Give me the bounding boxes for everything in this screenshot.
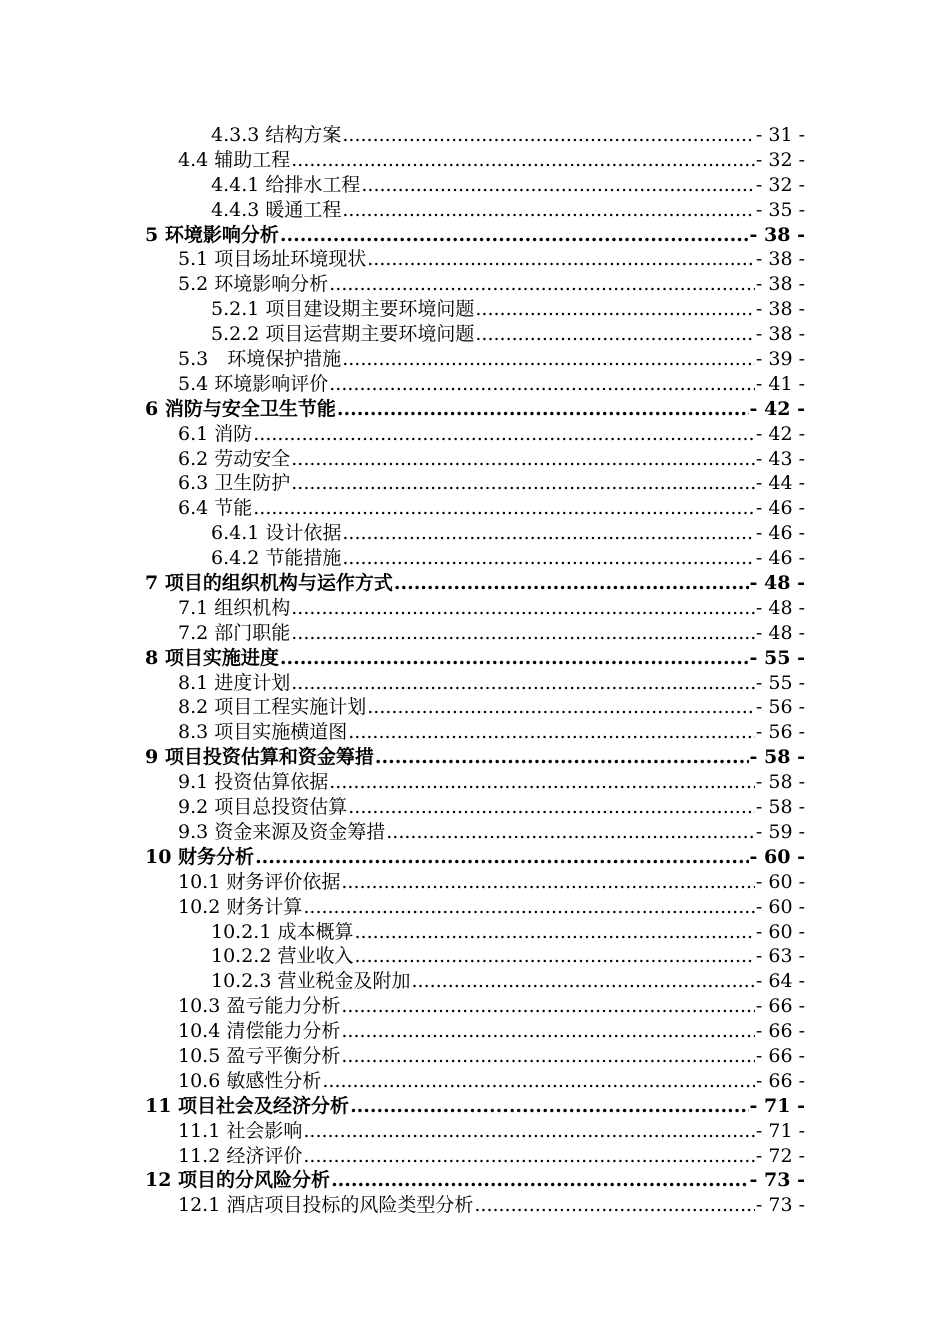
- toc-entry-page-number: - 31 -: [755, 124, 805, 146]
- toc-dot-leader: [337, 397, 749, 422]
- toc-dot-leader: [341, 1044, 755, 1069]
- toc-dot-leader: [331, 1168, 748, 1193]
- toc-dot-leader: [291, 671, 755, 696]
- toc-entry-title: 7.1 组织机构: [178, 596, 291, 619]
- toc-entry-page-number: - 56 -: [755, 721, 805, 744]
- toc-entry[interactable]: [145, 994, 805, 1019]
- toc-entry-title: 8.3 项目实施横道图: [178, 721, 348, 744]
- toc-entry[interactable]: [145, 1044, 805, 1069]
- toc-entry-title: 10.2.2 营业收入: [211, 945, 354, 968]
- toc-entry-page-number: - 38 -: [755, 248, 805, 271]
- toc-dot-leader: [291, 148, 755, 173]
- toc-dot-leader: [342, 123, 755, 148]
- toc-entry-title: 4.4 辅助工程: [178, 148, 291, 171]
- toc-entry-title: 5.3 环境保护措施: [178, 348, 342, 371]
- toc-dot-leader: [342, 347, 755, 372]
- toc-entry[interactable]: [145, 820, 805, 845]
- toc-entry-page-number: - 59 -: [755, 820, 805, 843]
- toc-entry-page-number: - 38 -: [755, 273, 805, 296]
- toc-entry-title: 5.2.1 项目建设期主要环境问题: [211, 298, 475, 321]
- toc-entry-page-number: - 38 -: [755, 323, 805, 346]
- toc-dot-leader: [291, 471, 755, 496]
- toc-entry-page-number: - 66 -: [755, 995, 805, 1018]
- toc-entry-page-number: - 60 -: [755, 920, 805, 943]
- toc-entry[interactable]: [145, 870, 805, 895]
- toc-entry-title: 10.2.3 营业税金及附加: [211, 970, 411, 993]
- toc-entry[interactable]: [145, 695, 805, 720]
- toc-entry-title: 9.2 项目总投资估算: [178, 796, 348, 819]
- toc-dot-leader: [342, 546, 755, 571]
- toc-entry[interactable]: [145, 621, 805, 646]
- toc-entry-page-number: - 63 -: [755, 945, 805, 968]
- toc-entry-title: 5.2 环境影响分析: [178, 273, 329, 296]
- toc-entry-title: 5.4 环境影响评价: [178, 372, 329, 395]
- toc-entry[interactable]: [145, 347, 805, 372]
- toc-entry[interactable]: [145, 223, 805, 248]
- toc-entry-page-number: - 46 -: [755, 547, 805, 570]
- toc-dot-leader: [342, 198, 755, 223]
- toc-entry-page-number: - 42 -: [755, 422, 805, 445]
- toc-entry-title: 4.4.1 给排水工程: [211, 173, 361, 196]
- toc-entry[interactable]: [145, 148, 805, 173]
- toc-entry-page-number: - 48 -: [755, 621, 805, 644]
- toc-dot-leader: [375, 745, 749, 770]
- toc-entry-title: 11.2 经济评价: [178, 1144, 303, 1167]
- toc-entry-page-number: - 41 -: [755, 372, 805, 395]
- toc-dot-leader: [291, 447, 755, 472]
- toc-dot-leader: [253, 422, 755, 447]
- toc-dot-leader: [475, 322, 755, 347]
- toc-entry[interactable]: [145, 521, 805, 546]
- toc-dot-leader: [329, 770, 755, 795]
- toc-entry[interactable]: [145, 1119, 805, 1144]
- toc-dot-leader: [255, 845, 748, 870]
- toc-entry-page-number: - 39 -: [755, 348, 805, 371]
- toc-entry-page-number: - 55 -: [755, 671, 805, 694]
- toc-entry[interactable]: [145, 720, 805, 745]
- toc-entry-title: 8 项目实施进度: [145, 646, 279, 669]
- toc-entry[interactable]: [145, 372, 805, 397]
- toc-entry[interactable]: [145, 944, 805, 969]
- toc-entry-title: 10.4 清偿能力分析: [178, 1020, 341, 1043]
- toc-entry-page-number: - 43 -: [755, 447, 805, 470]
- toc-entry[interactable]: [145, 322, 805, 347]
- toc-entry-page-number: - 66 -: [755, 1044, 805, 1067]
- toc-dot-leader: [303, 1144, 755, 1169]
- toc-entry-title: 6 消防与安全卫生节能: [145, 397, 336, 420]
- toc-entry[interactable]: [145, 546, 805, 571]
- toc-entry-title: 10.5 盈亏平衡分析: [178, 1044, 341, 1067]
- toc-entry-title: 6.3 卫生防护: [178, 472, 291, 495]
- toc-entry-page-number: - 60 -: [755, 895, 805, 918]
- toc-entry[interactable]: [145, 123, 805, 148]
- toc-entry-page-number: - 48 -: [755, 596, 805, 619]
- toc-entry-title: 12 项目的分风险分析: [145, 1169, 331, 1192]
- toc-dot-leader: [342, 521, 755, 546]
- toc-entry[interactable]: [145, 1168, 805, 1193]
- toc-entry-title: 5 环境影响分析: [145, 223, 279, 246]
- toc-entry[interactable]: [145, 297, 805, 322]
- toc-entry-page-number: - 46 -: [755, 522, 805, 545]
- toc-dot-leader: [322, 1069, 755, 1094]
- toc-dot-leader: [253, 496, 755, 521]
- toc-entry-title: 10.1 财务评价依据: [178, 870, 341, 893]
- toc-entry[interactable]: [145, 447, 805, 472]
- toc-entry-page-number: - 38 -: [755, 298, 805, 321]
- toc-entry-page-number: - 48 -: [749, 572, 805, 595]
- toc-dot-leader: [361, 173, 755, 198]
- toc-entry-title: 8.2 项目工程实施计划: [178, 696, 367, 719]
- toc-entry-title: 11.1 社会影响: [178, 1119, 303, 1142]
- toc-entry-page-number: - 58 -: [755, 771, 805, 794]
- toc-entry-title: 10.3 盈亏能力分析: [178, 995, 341, 1018]
- toc-entry[interactable]: [145, 471, 805, 496]
- toc-entry-page-number: - 56 -: [755, 696, 805, 719]
- toc-dot-leader: [474, 1193, 755, 1218]
- table-of-contents: [145, 123, 805, 1218]
- toc-entry-title: 9.1 投资估算依据: [178, 771, 329, 794]
- toc-dot-leader: [394, 571, 749, 596]
- toc-entry-page-number: - 32 -: [755, 148, 805, 171]
- toc-entry[interactable]: [145, 745, 805, 770]
- toc-entry[interactable]: [145, 1193, 805, 1218]
- toc-dot-leader: [280, 223, 749, 248]
- toc-entry-title: 9 项目投资估算和资金筹措: [145, 746, 374, 769]
- toc-dot-leader: [350, 1094, 748, 1119]
- toc-entry[interactable]: [145, 920, 805, 945]
- toc-entry-page-number: - 66 -: [755, 1069, 805, 1092]
- toc-dot-leader: [411, 969, 754, 994]
- toc-entry-page-number: - 71 -: [749, 1094, 805, 1117]
- toc-entry-title: 10.2.1 成本概算: [211, 920, 354, 943]
- toc-dot-leader: [291, 621, 755, 646]
- toc-entry[interactable]: [145, 671, 805, 696]
- toc-entry-title: 4.4.3 暖通工程: [211, 198, 342, 221]
- toc-entry-title: 8.1 进度计划: [178, 671, 291, 694]
- toc-dot-leader: [329, 372, 755, 397]
- toc-entry-title: 6.4.2 节能措施: [211, 547, 342, 570]
- toc-dot-leader: [348, 795, 755, 820]
- toc-entry[interactable]: [145, 272, 805, 297]
- toc-dot-leader: [386, 820, 755, 845]
- toc-entry[interactable]: [145, 496, 805, 521]
- toc-dot-leader: [291, 596, 755, 621]
- toc-entry-title: 10 财务分析: [145, 845, 255, 868]
- toc-dot-leader: [475, 297, 755, 322]
- toc-entry[interactable]: [145, 770, 805, 795]
- toc-dot-leader: [341, 1019, 755, 1044]
- toc-entry-title: 10.2 财务计算: [178, 895, 303, 918]
- toc-entry[interactable]: [145, 1069, 805, 1094]
- toc-entry[interactable]: [145, 173, 805, 198]
- toc-entry-page-number: - 35 -: [755, 198, 805, 221]
- toc-entry-title: 11 项目社会及经济分析: [145, 1094, 350, 1117]
- toc-entry-page-number: - 46 -: [755, 497, 805, 520]
- toc-entry[interactable]: [145, 571, 805, 596]
- toc-entry[interactable]: [145, 969, 805, 994]
- toc-entry-page-number: - 60 -: [749, 845, 805, 868]
- toc-entry-page-number: - 32 -: [755, 173, 805, 196]
- toc-entry-title: 7.2 部门职能: [178, 621, 291, 644]
- toc-dot-leader: [354, 944, 754, 969]
- toc-entry[interactable]: [145, 1144, 805, 1169]
- toc-entry-page-number: - 42 -: [749, 397, 805, 420]
- toc-entry-title: 7 项目的组织机构与运作方式: [145, 572, 393, 595]
- toc-entry[interactable]: [145, 795, 805, 820]
- toc-entry-page-number: - 73 -: [749, 1169, 805, 1192]
- toc-entry[interactable]: [145, 646, 805, 671]
- toc-dot-leader: [354, 920, 754, 945]
- toc-dot-leader: [280, 646, 749, 671]
- toc-dot-leader: [367, 695, 755, 720]
- toc-entry[interactable]: [145, 198, 805, 223]
- toc-entry[interactable]: [145, 247, 805, 272]
- toc-entry[interactable]: [145, 895, 805, 920]
- toc-entry[interactable]: [145, 1094, 805, 1119]
- toc-entry[interactable]: [145, 397, 805, 422]
- toc-entry[interactable]: [145, 845, 805, 870]
- toc-dot-leader: [348, 720, 755, 745]
- toc-entry-title: 6.4.1 设计依据: [211, 522, 342, 545]
- toc-entry-title: 6.1 消防: [178, 422, 253, 445]
- toc-entry-page-number: - 73 -: [755, 1194, 805, 1217]
- toc-dot-leader: [341, 870, 755, 895]
- toc-entry-page-number: - 38 -: [749, 223, 805, 246]
- toc-dot-leader: [367, 247, 755, 272]
- toc-entry-page-number: - 66 -: [755, 1020, 805, 1043]
- toc-entry-page-number: - 71 -: [755, 1119, 805, 1142]
- toc-entry-title: 5.2.2 项目运营期主要环境问题: [211, 323, 475, 346]
- toc-entry-page-number: - 58 -: [755, 796, 805, 819]
- toc-entry-page-number: - 44 -: [755, 472, 805, 495]
- toc-entry-page-number: - 64 -: [755, 970, 805, 993]
- toc-entry-title: 6.2 劳动安全: [178, 447, 291, 470]
- toc-dot-leader: [341, 994, 755, 1019]
- toc-entry-title: 9.3 资金来源及资金筹措: [178, 820, 386, 843]
- toc-entry-title: 12.1 酒店项目投标的风险类型分析: [178, 1194, 474, 1217]
- toc-entry[interactable]: [145, 1019, 805, 1044]
- toc-entry-title: 6.4 节能: [178, 497, 253, 520]
- toc-entry-title: 5.1 项目场址环境现状: [178, 248, 367, 271]
- toc-entry-page-number: - 72 -: [755, 1144, 805, 1167]
- toc-dot-leader: [329, 272, 755, 297]
- toc-entry-title: 4.3.3 结构方案: [211, 124, 342, 146]
- toc-dot-leader: [303, 895, 755, 920]
- toc-entry[interactable]: [145, 596, 805, 621]
- toc-dot-leader: [303, 1119, 755, 1144]
- toc-entry-title: 10.6 敏感性分析: [178, 1069, 322, 1092]
- toc-entry-page-number: - 55 -: [749, 646, 805, 669]
- toc-entry-page-number: - 58 -: [749, 746, 805, 769]
- toc-entry-page-number: - 60 -: [755, 870, 805, 893]
- toc-entry[interactable]: [145, 422, 805, 447]
